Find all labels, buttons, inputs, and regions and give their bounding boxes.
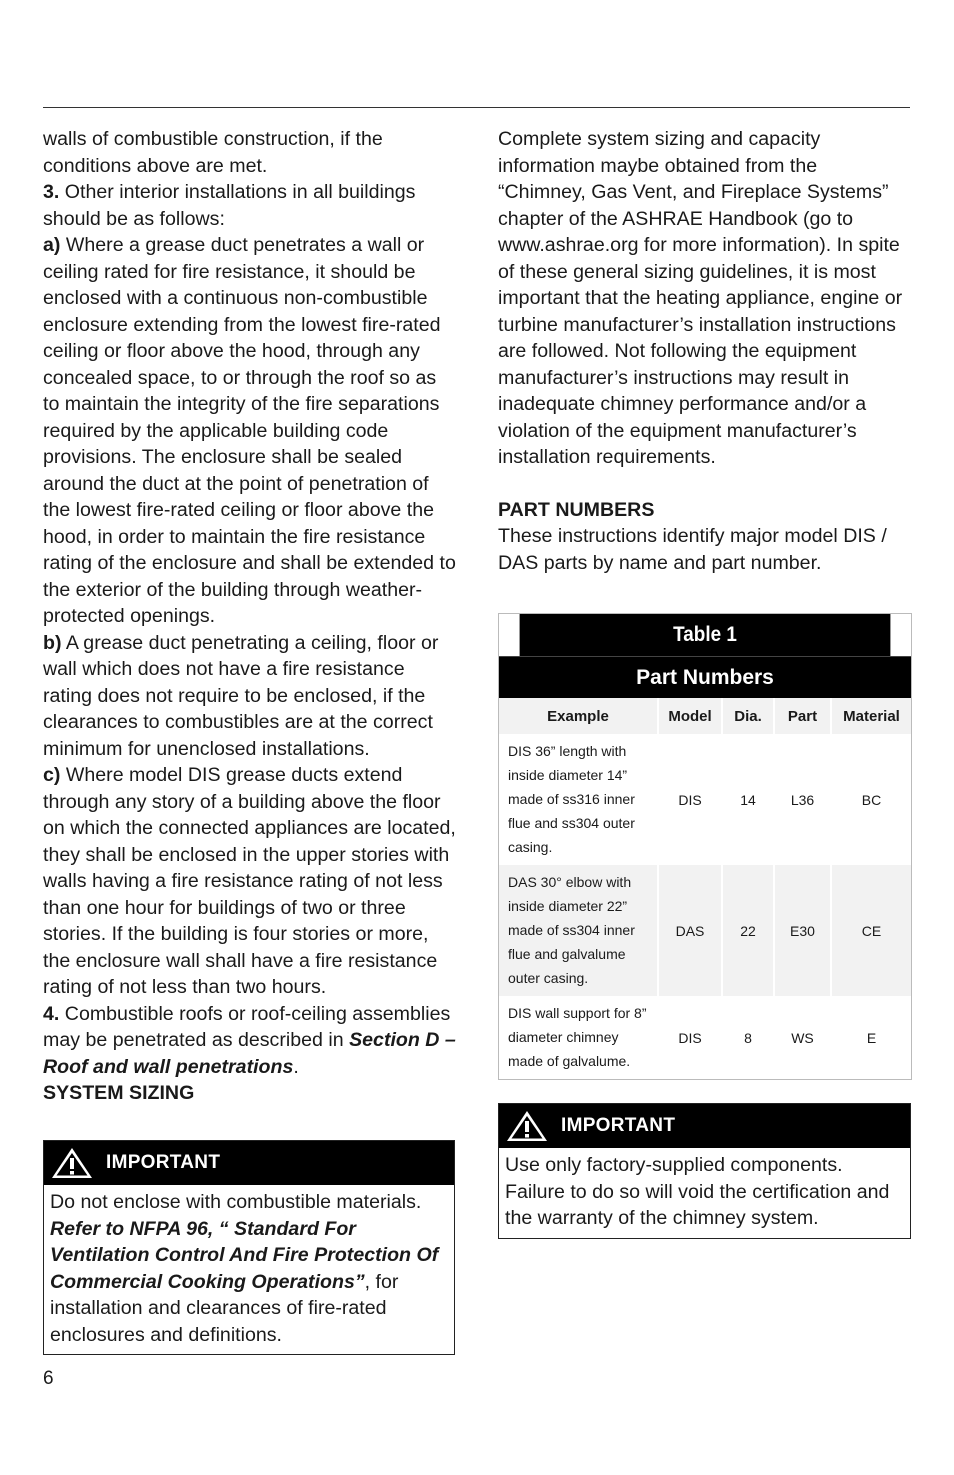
cell-dia: 22 bbox=[722, 865, 774, 996]
cell-example: DAS 30° elbow with inside diameter 22” made of ss304 inner flue and galvalume outer casing. bbox=[499, 865, 658, 996]
cell-model: DAS bbox=[658, 865, 722, 996]
nfpa-reference: Refer to NFPA 96, “ Standard For Ventilation Control And Fire Protection Of Commercial Cooking Operations” bbox=[50, 1217, 439, 1293]
table-title: Table 1 bbox=[520, 614, 891, 656]
table-row bbox=[499, 865, 911, 996]
table-header-row bbox=[499, 698, 911, 734]
table-subtitle: Part Numbers bbox=[499, 656, 911, 698]
important-title: IMPORTANT bbox=[106, 1152, 221, 1173]
cell-material: E bbox=[831, 996, 911, 1079]
important-header bbox=[44, 1141, 454, 1185]
right-column bbox=[498, 126, 910, 576]
table-row bbox=[499, 734, 911, 865]
item-text-end: . bbox=[293, 1055, 299, 1078]
cell-example: DIS 36” length with inside diameter 14” made of ss316 inner flue and ss304 outer casing. bbox=[499, 734, 658, 865]
item-number: 4. bbox=[43, 1002, 60, 1025]
warning-triangle-icon bbox=[505, 1109, 549, 1143]
cell-model: DIS bbox=[658, 734, 722, 865]
cell-part: L36 bbox=[774, 734, 831, 865]
part-numbers-table bbox=[498, 613, 912, 1080]
paragraph-sizing-info: Complete system sizing and capacity information maybe obtained from the “Chimney, Gas Vent, and Fireplace Systems” chapter of the ASHRAE Handbook (go to www.ashrae.org for more information). In spite of these general sizing guidelines, it is most important that the heating appliance, engine or turbine manufacturer’s installation instructions are followed. Not following the equipment manufacturer’s instructions may result in inadequate chimney performance and/or a violation of the equipment manufacturer’s installation requirements. bbox=[498, 128, 903, 468]
header-example: Example bbox=[499, 698, 658, 734]
warning-triangle-icon bbox=[50, 1146, 94, 1180]
cell-example: DIS wall support for 8” diameter chimney made of galvalume. bbox=[499, 996, 658, 1079]
cell-part: E30 bbox=[774, 865, 831, 996]
paragraph-part-numbers: These instructions identify major model DIS / DAS parts by name and part number. bbox=[498, 525, 887, 574]
header-rule bbox=[43, 107, 910, 108]
page-number: 6 bbox=[43, 1368, 54, 1389]
paragraph-item-b bbox=[43, 630, 457, 763]
table-grid bbox=[499, 698, 911, 1079]
cell-material: BC bbox=[831, 734, 911, 865]
item-text: Where model DIS grease ducts extend through any story of a building above the floor on which the connected appliances are located, they shall be enclosed in the upper stories with walls having a fire resistance rating of not less than one hour for buildings of two or three stories. If the building is four stories or more, the enclosure wall shall have a fire resistance rating of not less than two hours. bbox=[43, 764, 456, 998]
paragraph-item-4 bbox=[43, 1001, 457, 1081]
item-label: c) bbox=[43, 764, 61, 786]
header-dia: Dia. bbox=[722, 698, 774, 734]
item-text: Combustible roofs or roof-ceiling assemblies may be penetrated as described in bbox=[43, 1002, 451, 1051]
important-body bbox=[44, 1185, 454, 1354]
important-box-left bbox=[43, 1140, 455, 1355]
important-title: IMPORTANT bbox=[561, 1115, 676, 1136]
header-material: Material bbox=[831, 698, 911, 734]
cell-material: CE bbox=[831, 865, 911, 996]
important-box-right bbox=[498, 1103, 911, 1239]
cell-part: WS bbox=[774, 996, 831, 1079]
left-column bbox=[43, 126, 457, 1107]
heading-system-sizing: SYSTEM SIZING bbox=[43, 1082, 195, 1104]
item-number: 3. bbox=[43, 181, 60, 203]
header-part: Part bbox=[774, 698, 831, 734]
section-reference: Section D – Roof and wall penetrations bbox=[43, 1029, 456, 1078]
important-text-end: , for installation and clearances of fire-rated enclosures and definitions. bbox=[50, 1270, 399, 1346]
important-header bbox=[499, 1104, 910, 1148]
paragraph-item-c bbox=[43, 762, 457, 1001]
item-text: Other interior installations in all buildings should be as follows: bbox=[43, 181, 416, 230]
header-model: Model bbox=[658, 698, 722, 734]
paragraph-item-a bbox=[43, 232, 457, 630]
heading-part-numbers: PART NUMBERS bbox=[498, 498, 655, 521]
cell-model: DIS bbox=[658, 996, 722, 1079]
important-text: Do not enclose with combustible materials. bbox=[50, 1191, 422, 1213]
paragraph-continuation: walls of combustible construction, if the conditions above are met. bbox=[43, 128, 383, 177]
paragraph-item-3 bbox=[43, 179, 457, 232]
item-label: a) bbox=[43, 234, 61, 256]
item-text: A grease duct penetrating a ceiling, floor or wall which does not have a fire resistance rating does not require to be enclosed, if the clearances to combustibles are at the correct minimum for unenclosed installations. bbox=[43, 631, 439, 760]
important-body: Use only factory-supplied components. Failure to do so will void the certification and the warranty of the chimney system. bbox=[505, 1154, 890, 1229]
item-text: Where a grease duct penetrates a wall or ceiling rated for fire resistance, it should be enclosed with a continuous non-combustible enclosure extending from the lowest fire-rated ceiling or floor above the hood, through any concealed space, to or through the roof so as to maintain the integrity of the fire separations required by the applicable building code provisions. The enclosure shall be sealed around the duct at the point of penetration of the lowest fire-rated ceiling or floor above the hood, in order to maintain the fire resistance rating of the enclosure and shall be extended to the exterior of the building through weather-protected openings. bbox=[43, 234, 456, 627]
table-row bbox=[499, 996, 911, 1079]
cell-dia: 14 bbox=[722, 734, 774, 865]
cell-dia: 8 bbox=[722, 996, 774, 1079]
item-label: b) bbox=[43, 631, 62, 654]
